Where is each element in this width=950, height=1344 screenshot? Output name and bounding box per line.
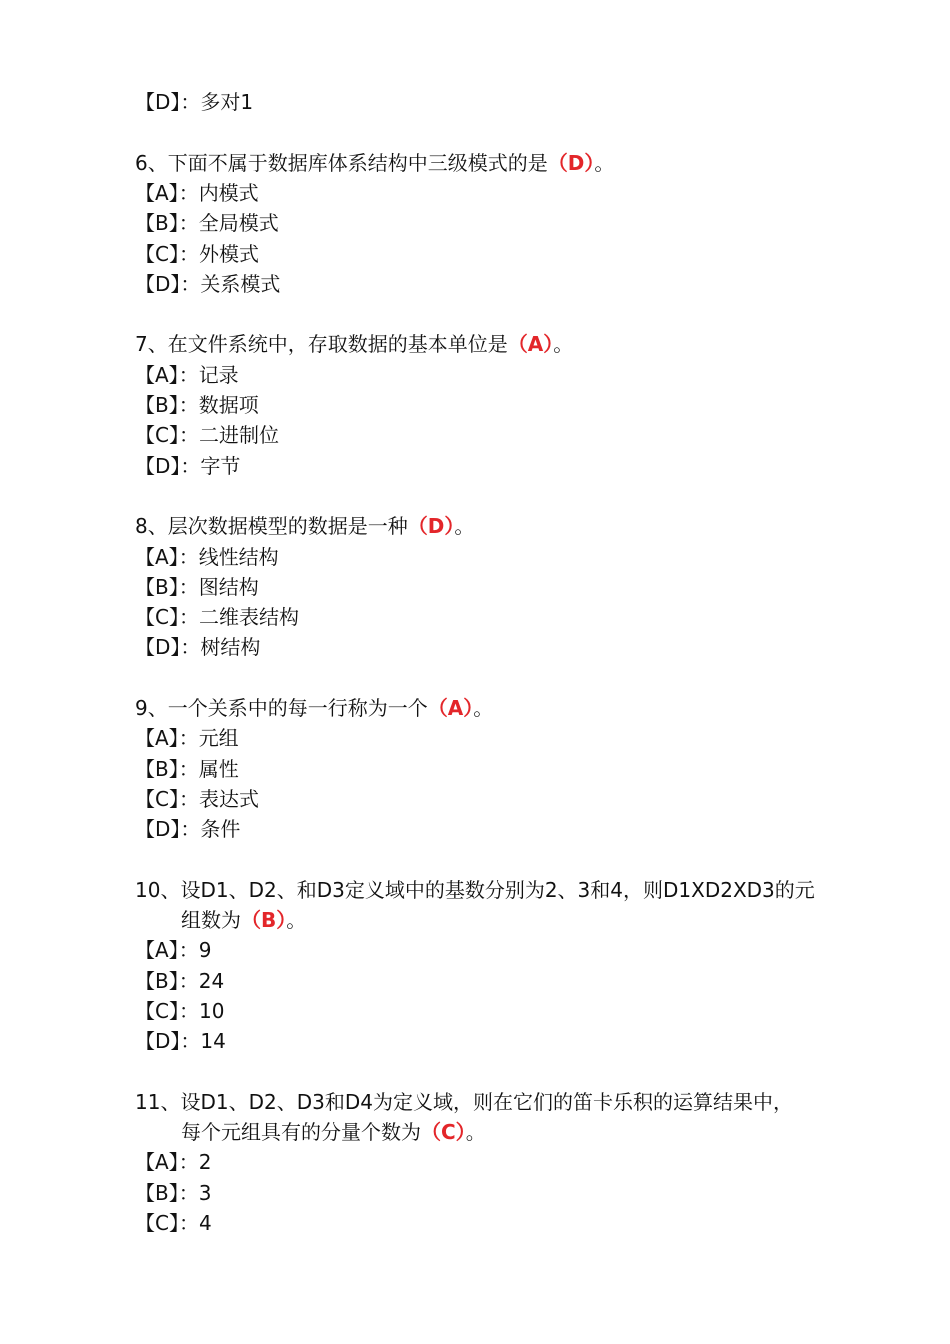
question-stem-line [181,1118,486,1146]
option-text: 9 [198,938,212,962]
option-line [135,1148,211,1176]
option-text: 全局模式 [198,211,279,235]
option-separator: ： [178,1211,199,1235]
option-separator: ： [178,181,199,205]
option-separator: ： [178,242,199,266]
option-label: 【C】 [135,787,179,811]
option-separator: ： [178,726,199,750]
question-stem-text: 6、下面不属于数据库体系结构中三级模式的是 [135,151,548,175]
stem-end-punctuation: 。 [553,332,574,356]
option-line [135,785,259,813]
option-separator: ： [178,787,199,811]
option-separator: ： [180,90,201,114]
option-line [135,1209,212,1237]
option-text: 二维表结构 [198,605,299,629]
option-label: 【C】 [135,605,179,629]
question-stem-line [135,694,493,722]
option-line [135,240,259,268]
option-text: 元组 [198,726,239,750]
question-stem-line [135,149,614,177]
option-label: 【B】 [135,575,179,599]
option-label: 【D】 [135,454,181,478]
question-stem-text: 11、设D1、D2、D3和D4为定义域，则在它们的笛卡乐积的运算结果中， [135,1090,793,1114]
option-separator: ： [178,575,199,599]
question-stem-line [135,876,815,904]
stem-end-punctuation: 。 [473,696,494,720]
option-line [135,815,240,843]
option-label: 【C】 [135,1211,179,1235]
option-line [135,724,239,752]
option-line [135,391,259,419]
question-stem-text: 8、层次数据模型的数据是一种 [135,514,408,538]
option-line [135,421,279,449]
option-separator: ： [178,938,199,962]
option-label: 【A】 [135,181,179,205]
stem-end-punctuation: 。 [594,151,615,175]
option-label: 【D】 [135,1029,181,1053]
option-line [135,633,260,661]
option-text: 线性结构 [198,545,279,569]
answer-marker: （A） [507,332,554,356]
option-separator: ： [178,1181,199,1205]
option-text: 24 [198,969,225,993]
question-stem-line [135,330,573,358]
option-label: 【C】 [135,423,179,447]
option-label: 【A】 [135,938,179,962]
option-separator: ： [178,969,199,993]
option-text: 表达式 [198,787,259,811]
option-separator: ： [178,363,199,387]
option-label: 【B】 [135,393,179,417]
answer-marker: （D） [407,514,455,538]
option-separator: ： [180,454,201,478]
option-label: 【B】 [135,1181,179,1205]
question-stem-line [181,906,306,934]
stem-end-punctuation: 。 [286,908,307,932]
option-label: 【A】 [135,363,179,387]
option-separator: ： [180,272,201,296]
question-stem-line [135,512,474,540]
option-text: 14 [200,1029,226,1053]
option-text: 图结构 [198,575,259,599]
option-line [135,270,280,298]
question-stem-text: 10、设D1、D2、和D3定义域中的基数分别为2、3和4，则D1XD2XD3的元 [135,878,815,902]
option-label: 【A】 [135,726,179,750]
option-separator: ： [180,635,201,659]
option-text: 4 [198,1211,212,1235]
option-label: 【B】 [135,969,179,993]
option-text: 外模式 [198,242,259,266]
option-line [135,179,259,207]
option-text: 多对1 [200,90,254,114]
option-line [135,543,279,571]
option-text: 树结构 [200,635,261,659]
option-label: 【C】 [135,242,179,266]
question-stem-text: 每个元组具有的分量个数为 [181,1120,421,1144]
option-label: 【B】 [135,757,179,781]
answer-marker: （C） [421,1120,466,1144]
option-separator: ： [180,1029,201,1053]
option-label: 【B】 [135,211,179,235]
option-separator: ： [178,211,199,235]
option-text: 记录 [198,363,239,387]
option-label: 【A】 [135,545,179,569]
question-stem-text: 7、在文件系统中，存取数据的基本单位是 [135,332,508,356]
option-line [135,1179,211,1207]
answer-marker: （A） [427,696,474,720]
option-label: 【D】 [135,90,181,114]
answer-marker: （D） [547,151,595,175]
option-label: 【C】 [135,999,179,1023]
option-separator: ： [178,423,199,447]
option-separator: ： [178,605,199,629]
option-text: 字节 [200,454,241,478]
option-text: 内模式 [198,181,259,205]
option-text: 条件 [200,817,241,841]
option-line [135,209,279,237]
option-line [135,936,211,964]
question-stem-text: 9、一个关系中的每一行称为一个 [135,696,428,720]
option-label: 【D】 [135,817,181,841]
option-text: 二进制位 [198,423,279,447]
option-text: 数据项 [198,393,259,417]
option-line [135,452,240,480]
option-line [135,361,239,389]
option-separator: ： [180,817,201,841]
question-stem-text: 组数为 [181,908,241,932]
option-text: 属性 [198,757,239,781]
option-text: 关系模式 [200,272,281,296]
question-stem-line [135,1088,793,1116]
option-text: 10 [198,999,225,1023]
option-line [135,967,224,995]
option-separator: ： [178,545,199,569]
option-line [135,88,253,116]
option-separator: ： [178,393,199,417]
stem-end-punctuation: 。 [465,1120,486,1144]
answer-marker: （B） [241,908,287,932]
option-text: 3 [198,1181,212,1205]
option-line [135,603,299,631]
stem-end-punctuation: 。 [454,514,475,538]
option-label: 【D】 [135,272,181,296]
option-text: 2 [198,1150,212,1174]
option-line [135,997,224,1025]
option-separator: ： [178,757,199,781]
option-line [135,1027,226,1055]
option-separator: ： [178,1150,199,1174]
option-line [135,573,259,601]
option-line [135,755,239,783]
option-label: 【A】 [135,1150,179,1174]
option-label: 【D】 [135,635,181,659]
option-separator: ： [178,999,199,1023]
